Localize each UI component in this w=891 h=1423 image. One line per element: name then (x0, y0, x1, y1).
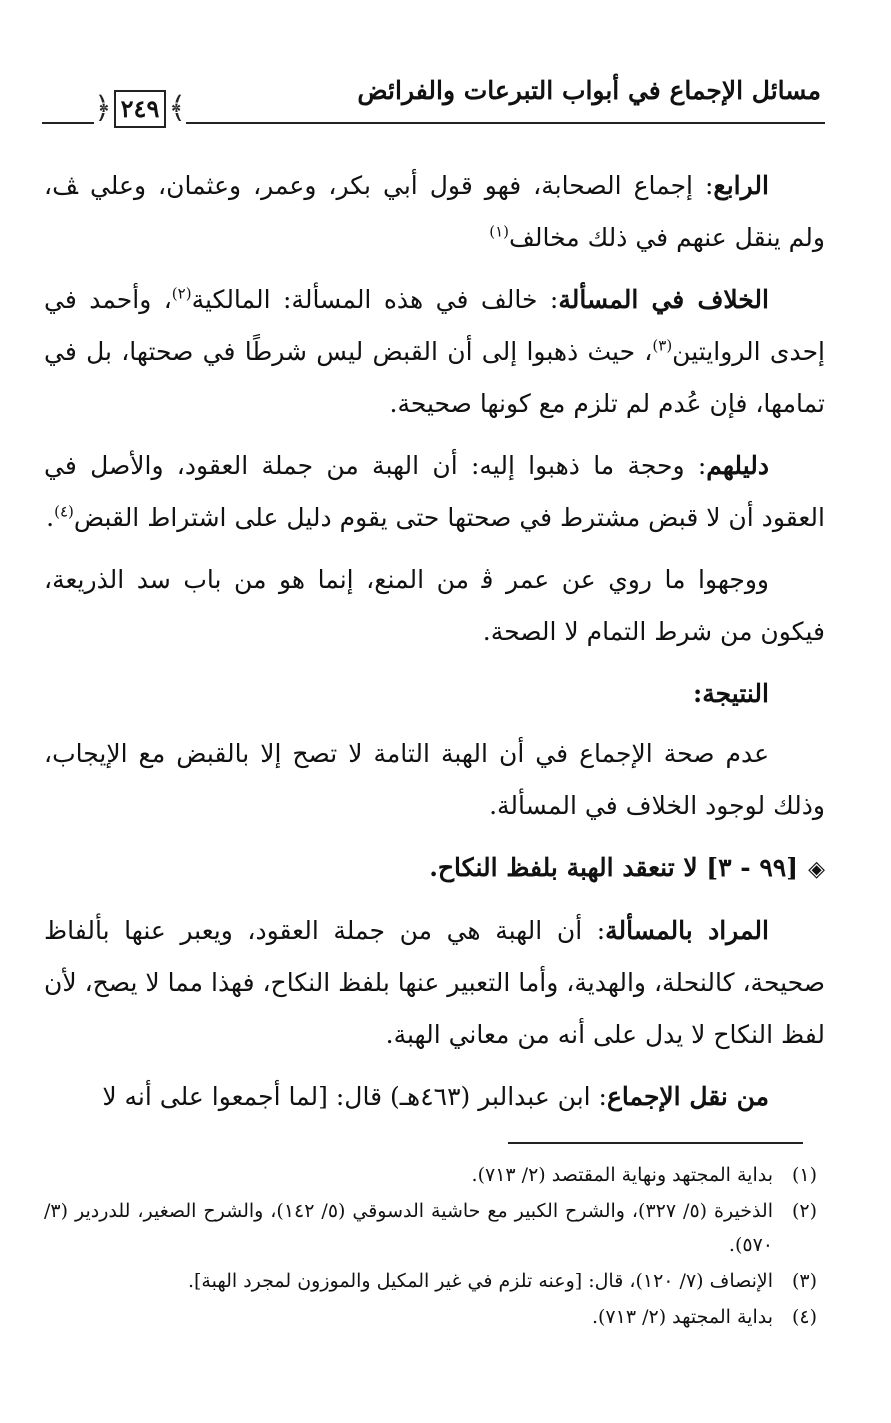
footnote (44, 1264, 817, 1298)
paragraph-lead: الخلاف في المسألة (558, 285, 769, 314)
paragraph-lead: دليلهم (706, 451, 769, 480)
paragraph-consensus-source (44, 1071, 825, 1123)
section-title: [٩٩ - ٣] لا تنعقد الهبة بلفظ النكاح. (429, 853, 799, 882)
paragraph-text: عدم صحة الإجماع في أن الهبة التامة لا تصح إلا بالقبض مع الإيجاب، وذلك لوجود الخلاف في المسألة. (44, 739, 825, 820)
paragraph-evidence (44, 440, 825, 544)
footnote-text: الذخيرة (٥/ ٣٢٧)، والشرح الكبير مع حاشية الدسوقي (٥/ ١٤٢)، والشرح الصغير، للدردير (٣/ ٥٧٠). (44, 1200, 773, 1256)
footnote (44, 1158, 817, 1192)
result-heading: النتيجة: (693, 679, 769, 708)
footnote (44, 1194, 817, 1262)
ornament-left-icon: ﴿ (94, 91, 112, 126)
footnote-ref: (٢) (171, 284, 192, 303)
paragraph-lead: الرابع (713, 171, 769, 200)
paragraph-lead: من نقل الإجماع (606, 1082, 769, 1111)
section-heading (44, 842, 825, 895)
page-number-ornament (94, 87, 186, 131)
page-number: ٢٤٩ (114, 90, 167, 128)
footnote-text: بداية المجتهد ونهاية المقتصد (٢/ ٧١٣). (471, 1164, 773, 1186)
paragraph-reasoning (44, 554, 825, 658)
footnote-number: (١) (791, 1164, 817, 1186)
footnote-number: (٢) (791, 1200, 817, 1222)
footnote-number: (٤) (791, 1306, 817, 1328)
footnote-ref: (١) (489, 222, 509, 241)
paragraph-fourth (44, 160, 825, 264)
footnote-ref: (٤) (54, 502, 74, 521)
main-text (44, 160, 825, 1133)
footnote (44, 1300, 817, 1334)
paragraph-result (44, 728, 825, 832)
paragraph-text: ، وأحمد في إحدى الروايتين (44, 285, 825, 366)
paragraph-text: : خالف في هذه المسألة: المالكية (191, 285, 559, 314)
ornament-right-icon: ﴾ (168, 91, 186, 126)
footnote-ref: (٣) (652, 336, 673, 355)
paragraph-end: . (46, 503, 55, 532)
footnote-text: الإنصاف (٧/ ١٢٠)، قال: [وعنه تلزم في غير المكيل والموزون لمجرد الهبة]. (187, 1270, 773, 1292)
paragraph-disagreement (44, 274, 825, 430)
paragraph-lead: المراد بالمسألة (605, 916, 769, 945)
paragraph-text: : ابن عبدالبر (٤٦٣هـ) قال: [لما أجمعوا على أنه لا (102, 1082, 607, 1111)
footnote-number: (٣) (791, 1270, 817, 1292)
diamond-icon: ◈ (808, 856, 825, 882)
footnote-text: بداية المجتهد (٢/ ٧١٣). (591, 1306, 773, 1328)
paragraph-text: : إجماع الصحابة، فهو قول أبي بكر، وعمر، وعثمان، وعلي ﭫ، ولم ينقل عنهم في ذلك مخالف (44, 171, 825, 252)
paragraph-text: ، حيث ذهبوا إلى أن القبض ليس شرطًا في صحتها، بل في تمامها، فإن عُدم لم تلزم مع كونها صحيحة. (44, 337, 825, 418)
paragraph-text: : أن الهبة هي من جملة العقود، ويعبر عنها بألفاظ صحيحة، كالنحلة، والهدية، وأما التعبير عنها بلفظ النكاح، فهذا مما لا يصح، لأن لفظ النكاح لا يدل على أنه من معاني الهبة. (44, 916, 825, 1049)
footnotes (44, 1158, 817, 1336)
paragraph-intended-meaning (44, 905, 825, 1061)
paragraph-text: ووجهوا ما روي عن عمر ﭬ من المنع، إنما هو من باب سد الذريعة، فيكون من شرط التمام لا الصحة. (44, 565, 825, 646)
paragraph-text: : وحجة ما ذهبوا إليه: أن الهبة من جملة العقود، والأصل في العقود أن لا قبض مشترط في صحتها حتى يقوم دليل على اشتراط القبض (44, 451, 825, 532)
footnote-rule (508, 1142, 803, 1144)
running-title: مسائل الإجماع في أبواب التبرعات والفرائض (357, 76, 821, 105)
